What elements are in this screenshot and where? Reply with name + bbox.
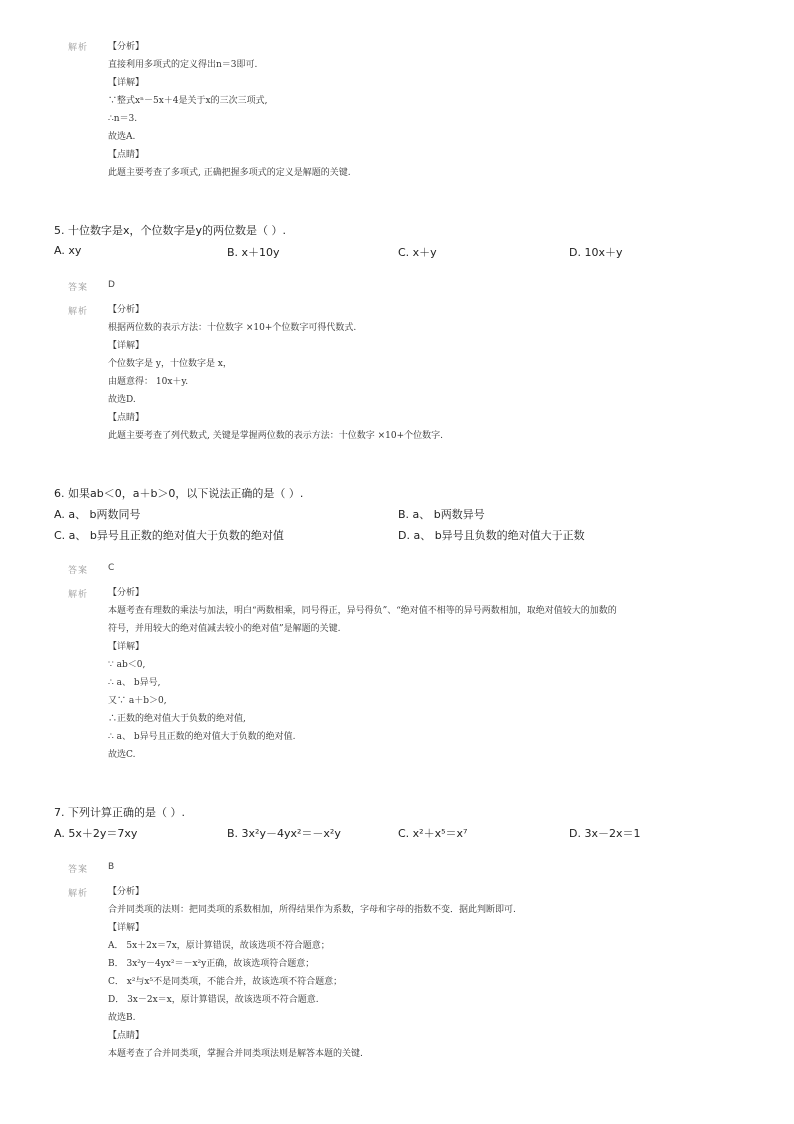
answer-label: 答案 — [68, 283, 89, 293]
analysis-line: C． x²与x⁵不是同类项，不能合并，故该选项不符合题意； — [108, 977, 343, 987]
q7-option-b: B. 3x²y－4yx²＝－x²y — [227, 827, 341, 840]
analysis-line: ∵ ab＜0, — [108, 660, 146, 670]
analysis-line: 【详解】 — [108, 78, 145, 88]
analysis-line: 故选B. — [108, 1013, 136, 1023]
q7-answer: B — [108, 862, 115, 872]
answer-label: 答案 — [68, 566, 89, 576]
analysis-line: ∴ a、 b异号, — [108, 678, 161, 688]
analysis-line: 根据两位数的表示方法：十位数字 ×10+个位数字可得代数式. — [108, 323, 357, 333]
q5-option-d: D. 10x＋y — [569, 246, 623, 259]
analysis-line: ∴n＝3. — [108, 114, 138, 124]
analysis-line: 【分析】 — [108, 305, 145, 315]
analysis-line: 故选A. — [108, 132, 136, 142]
question-6-stem: 6. 如果ab＜0，a＋b＞0，以下说法正确的是（ ）. — [54, 487, 304, 500]
analysis-line: 【详解】 — [108, 642, 145, 652]
analysis-line: 【分析】 — [108, 887, 145, 897]
q6-answer: C — [108, 563, 115, 573]
analysis-line: ∵整式xⁿ－5x＋4是关于x的三次三项式, — [108, 96, 268, 106]
question-5-stem: 5. 十位数字是x，个位数字是y的两位数是（ ）. — [54, 224, 287, 237]
analysis-block-q4 — [108, 38, 351, 182]
question-7-stem: 7. 下列计算正确的是（ ）. — [54, 806, 185, 819]
q7-option-d: D. 3x－2x＝1 — [569, 827, 641, 840]
analysis-label: 解析 — [68, 43, 89, 53]
analysis-line: 故选C. — [108, 750, 136, 760]
analysis-line: 又∵ a＋b＞0, — [108, 696, 167, 706]
analysis-line: 此题主要考查了多项式, 正确把握多项式的定义是解题的关键. — [108, 168, 351, 178]
q7-option-c: C. x²＋x⁵＝x⁷ — [398, 827, 468, 840]
analysis-block-q6 — [108, 584, 617, 764]
q6-option-c: C. a、 b异号且正数的绝对值大于负数的绝对值 — [54, 529, 284, 542]
analysis-line: 个位数字是 y，十位数字是 x， — [108, 359, 232, 369]
analysis-line: 【分析】 — [108, 42, 145, 52]
analysis-line: A． 5x＋2x＝7x，原计算错误，故该选项不符合题意； — [108, 941, 330, 951]
q6-option-b: B. a、 b两数异号 — [398, 508, 485, 521]
q5-option-a: A. xy — [54, 244, 82, 257]
analysis-label: 解析 — [68, 889, 89, 899]
analysis-line: 本题考查有理数的乘法与加法，明白“两数相乘，同号得正，异号得负”、“绝对值不相等的异号两数相加，取绝对值较大的加数的 — [108, 606, 617, 616]
answer-label: 答案 — [68, 865, 89, 875]
analysis-line: ∴ a、 b异号且正数的绝对值大于负数的绝对值. — [108, 732, 296, 742]
analysis-line: 【点睛】 — [108, 150, 145, 160]
analysis-line: 本题考查了合并同类项，掌握合并同类项法则是解答本题的关键. — [108, 1049, 363, 1059]
analysis-block-q7 — [108, 883, 516, 1063]
q5-option-c: C. x＋y — [398, 246, 437, 259]
analysis-line: 【详解】 — [108, 923, 145, 933]
analysis-line: D． 3x－2x＝x，原计算错误，故该选项不符合题意. — [108, 995, 319, 1005]
analysis-line: ∴正数的绝对值大于负数的绝对值, — [108, 714, 246, 724]
analysis-line: 符号，并用较大的绝对值减去较小的绝对值”是解题的关键. — [108, 624, 341, 634]
q5-answer: D — [108, 280, 115, 290]
analysis-line: 此题主要考查了列代数式, 关键是掌握两位数的表示方法：十位数字 ×10+个位数字. — [108, 431, 443, 441]
analysis-line: 【点睛】 — [108, 413, 145, 423]
q5-option-b: B. x＋10y — [227, 246, 280, 259]
analysis-line: 故选D. — [108, 395, 136, 405]
analysis-line: 直接利用多项式的定义得出n＝3即可. — [108, 60, 258, 70]
analysis-line: 【分析】 — [108, 588, 145, 598]
analysis-label: 解析 — [68, 590, 89, 600]
analysis-label: 解析 — [68, 307, 89, 317]
analysis-line: B． 3x²y－4yx²＝－x²y正确，故该选项符合题意； — [108, 959, 315, 969]
analysis-line: 合并同类项的法则：把同类项的系数相加，所得结果作为系数，字母和字母的指数不变．据此判断即可. — [108, 905, 516, 915]
q7-option-a: A. 5x＋2y＝7xy — [54, 827, 138, 840]
analysis-block-q5 — [108, 301, 443, 445]
q6-option-d: D. a、 b异号且负数的绝对值大于正数 — [398, 529, 585, 542]
analysis-line: 【点睛】 — [108, 1031, 145, 1041]
analysis-line: 【详解】 — [108, 341, 145, 351]
q6-option-a: A. a、 b两数同号 — [54, 508, 141, 521]
analysis-line: 由题意得： 10x＋y. — [108, 377, 189, 387]
